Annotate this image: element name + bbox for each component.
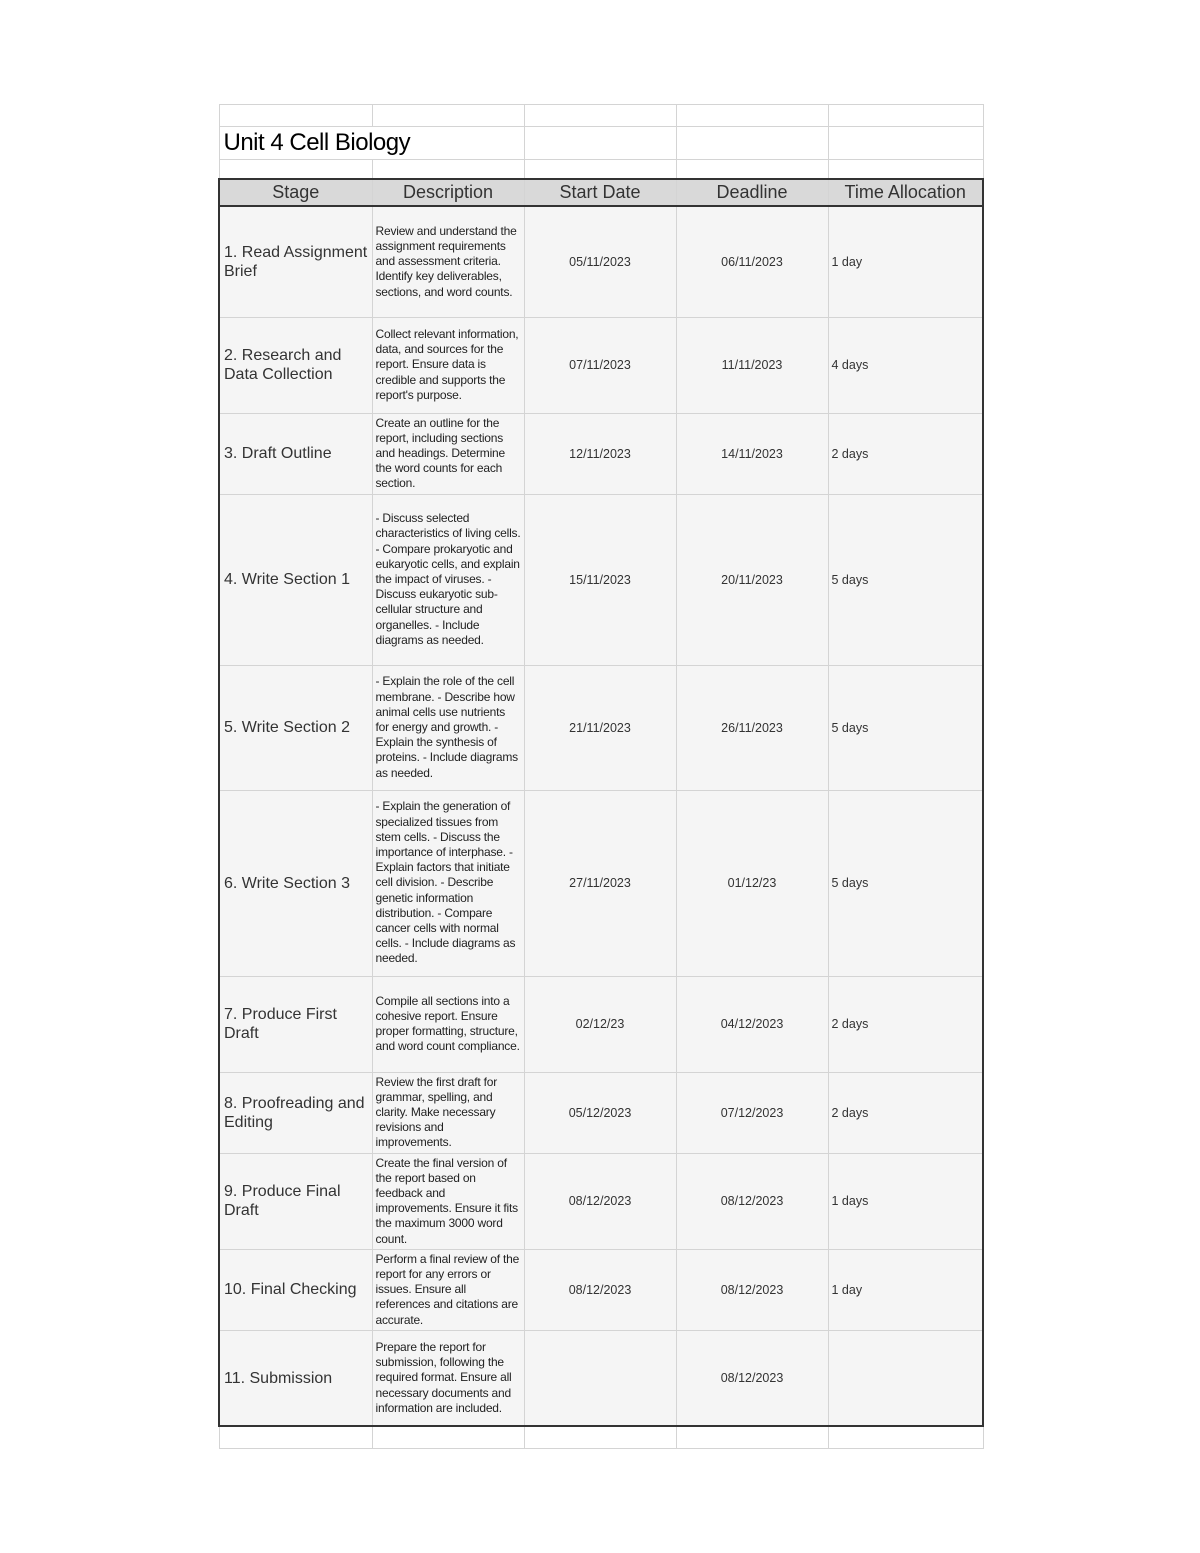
deadline-cell[interactable]: 06/11/2023 (676, 206, 828, 317)
stage-cell[interactable]: 2. Research and Data Collection (219, 317, 372, 413)
deadline-cell[interactable]: 08/12/2023 (676, 1249, 828, 1330)
header-description[interactable]: Description (372, 179, 524, 206)
empty-cell[interactable] (828, 160, 983, 180)
start-date-cell[interactable]: 02/12/23 (524, 976, 676, 1072)
title-cell[interactable] (219, 127, 524, 160)
deadline-cell[interactable]: 14/11/2023 (676, 413, 828, 494)
time-allocation-cell[interactable]: 1 days (828, 1153, 983, 1249)
deadline-cell[interactable]: 11/11/2023 (676, 317, 828, 413)
empty-cell[interactable] (828, 1426, 983, 1449)
stage-cell[interactable]: 10. Final Checking (219, 1249, 372, 1330)
deadline-cell[interactable]: 08/12/2023 (676, 1153, 828, 1249)
start-date-cell[interactable]: 05/11/2023 (524, 206, 676, 317)
deadline-cell[interactable]: 04/12/2023 (676, 976, 828, 1072)
empty-cell[interactable] (676, 127, 828, 160)
empty-cell[interactable] (219, 1426, 372, 1449)
table-row (219, 317, 983, 413)
table-row (219, 976, 983, 1072)
start-date-cell[interactable]: 15/11/2023 (524, 494, 676, 665)
deadline-cell[interactable]: 20/11/2023 (676, 494, 828, 665)
stage-cell[interactable]: 4. Write Section 1 (219, 494, 372, 665)
time-allocation-cell[interactable]: 1 day (828, 206, 983, 317)
description-cell[interactable]: Create an outline for the report, including sections and headings. Determine the word counts for each section. (372, 413, 524, 494)
time-allocation-cell[interactable]: 2 days (828, 1072, 983, 1153)
table-row (219, 206, 983, 317)
empty-cell[interactable] (219, 160, 372, 180)
stage-cell[interactable]: 3. Draft Outline (219, 413, 372, 494)
stage-cell[interactable]: 1. Read Assignment Brief (219, 206, 372, 317)
start-date-cell[interactable]: 05/12/2023 (524, 1072, 676, 1153)
start-date-cell[interactable]: 07/11/2023 (524, 317, 676, 413)
time-allocation-cell[interactable] (828, 1330, 983, 1426)
stage-cell[interactable]: 9. Produce Final Draft (219, 1153, 372, 1249)
header-stage[interactable]: Stage (219, 179, 372, 206)
start-date-cell[interactable] (524, 1330, 676, 1426)
table-row (219, 413, 983, 494)
description-cell[interactable]: - Explain the role of the cell membrane. - Describe how animal cells use nutrients for energy and growth. - Explain the synthesis of proteins. - Include diagrams as needed. (372, 665, 524, 790)
start-date-cell[interactable]: 21/11/2023 (524, 665, 676, 790)
empty-cell[interactable] (372, 1426, 524, 1449)
stage-cell[interactable]: 11. Submission (219, 1330, 372, 1426)
time-allocation-cell[interactable]: 5 days (828, 494, 983, 665)
table-row (219, 1249, 983, 1330)
description-cell[interactable]: Prepare the report for submission, following the required format. Ensure all necessary documents and information are included. (372, 1330, 524, 1426)
empty-cell[interactable] (828, 105, 983, 127)
header-row (219, 179, 983, 206)
empty-cell[interactable] (676, 1426, 828, 1449)
stage-cell[interactable]: 7. Produce First Draft (219, 976, 372, 1072)
table-row (219, 494, 983, 665)
table-row (219, 1330, 983, 1426)
time-allocation-cell[interactable]: 1 day (828, 1249, 983, 1330)
start-date-cell[interactable]: 08/12/2023 (524, 1153, 676, 1249)
deadline-cell[interactable]: 01/12/23 (676, 790, 828, 976)
stage-cell[interactable]: 6. Write Section 3 (219, 790, 372, 976)
description-cell[interactable]: Perform a final review of the report for any errors or issues. Ensure all references and citations are accurate. (372, 1249, 524, 1330)
stage-cell[interactable]: 5. Write Section 2 (219, 665, 372, 790)
empty-cell[interactable] (524, 127, 676, 160)
header-time-allocation[interactable]: Time Allocation (828, 179, 983, 206)
empty-cell[interactable] (524, 160, 676, 180)
start-date-cell[interactable]: 27/11/2023 (524, 790, 676, 976)
stage-cell[interactable]: 8. Proofreading and Editing (219, 1072, 372, 1153)
description-cell[interactable]: Review the first draft for grammar, spelling, and clarity. Make necessary revisions and improvements. (372, 1072, 524, 1153)
time-allocation-cell[interactable]: 5 days (828, 665, 983, 790)
time-allocation-cell[interactable]: 2 days (828, 976, 983, 1072)
table-row (219, 665, 983, 790)
start-date-cell[interactable]: 08/12/2023 (524, 1249, 676, 1330)
empty-row (219, 160, 983, 180)
deadline-cell[interactable]: 07/12/2023 (676, 1072, 828, 1153)
empty-row (219, 1426, 983, 1449)
header-deadline[interactable]: Deadline (676, 179, 828, 206)
table-row (219, 1153, 983, 1249)
time-allocation-cell[interactable]: 2 days (828, 413, 983, 494)
description-cell[interactable]: Compile all sections into a cohesive report. Ensure proper formatting, structure, and word count compliance. (372, 976, 524, 1072)
empty-cell[interactable] (524, 1426, 676, 1449)
empty-cell[interactable] (219, 105, 372, 127)
empty-cell[interactable] (676, 105, 828, 127)
time-allocation-cell[interactable]: 4 days (828, 317, 983, 413)
spreadsheet (218, 104, 982, 1449)
description-cell[interactable]: Create the final version of the report based on feedback and improvements. Ensure it fits the maximum 3000 word count. (372, 1153, 524, 1249)
empty-row (219, 105, 983, 127)
description-cell[interactable]: Collect relevant information, data, and sources for the report. Ensure data is credible and supports the report's purpose. (372, 317, 524, 413)
title-row (219, 127, 983, 160)
description-cell[interactable]: Review and understand the assignment requirements and assessment criteria. Identify key deliverables, sections, and word counts. (372, 206, 524, 317)
deadline-cell[interactable]: 08/12/2023 (676, 1330, 828, 1426)
empty-cell[interactable] (524, 105, 676, 127)
description-cell[interactable]: - Explain the generation of specialized tissues from stem cells. - Discuss the importance of interphase. - Explain factors that initiate cell division. - Describe genetic information distribution. - Compare cancer cells with normal cells. - Include diagrams as needed. (372, 790, 524, 976)
start-date-cell[interactable]: 12/11/2023 (524, 413, 676, 494)
description-cell[interactable]: - Discuss selected characteristics of living cells. - Compare prokaryotic and eukaryotic cells, and explain the impact of viruses. - Discuss eukaryotic sub-cellular structure and organelles. - Include diagrams as needed. (372, 494, 524, 665)
time-allocation-cell[interactable]: 5 days (828, 790, 983, 976)
empty-cell[interactable] (372, 160, 524, 180)
deadline-cell[interactable]: 26/11/2023 (676, 665, 828, 790)
header-start-date[interactable]: Start Date (524, 179, 676, 206)
schedule-table (218, 104, 984, 1449)
empty-cell[interactable] (828, 127, 983, 160)
empty-cell[interactable] (372, 105, 524, 127)
page-title: Unit 4 Cell Biology (223, 129, 411, 156)
table-row (219, 1072, 983, 1153)
table-row (219, 790, 983, 976)
empty-cell[interactable] (676, 160, 828, 180)
